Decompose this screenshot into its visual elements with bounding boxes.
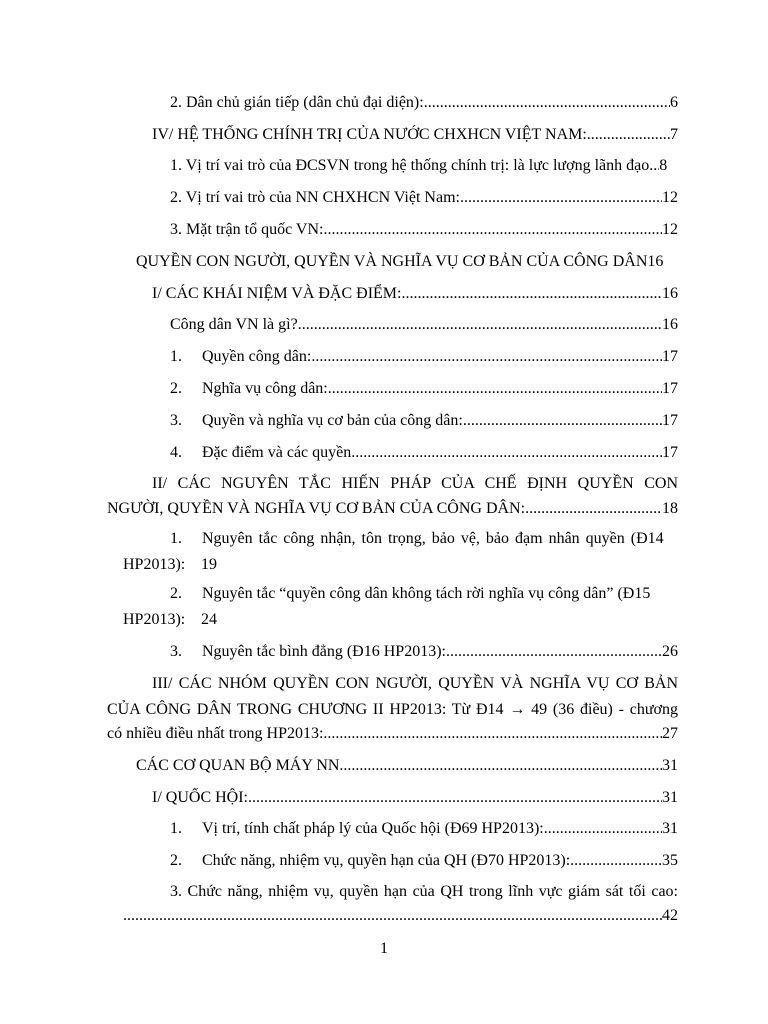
dot-leader [351, 443, 662, 463]
toc-entry[interactable] [170, 315, 678, 337]
toc-entry[interactable] [170, 819, 678, 841]
toc-entry[interactable] [152, 788, 678, 810]
toc-entry[interactable] [136, 756, 678, 778]
dot-leader [424, 93, 670, 113]
dot-leader [587, 125, 670, 145]
toc-page-number: 24 [201, 611, 217, 628]
toc-entry-text: Nguyên tắc “quyền công dân không tách rời nghĩa vụ công dân” (Đ15 [202, 585, 651, 602]
dot-leader [323, 724, 662, 744]
toc-entry-line [107, 696, 678, 724]
toc-entry[interactable] [152, 125, 678, 147]
toc-entry-text: CỦA CÔNG DÂN TRONG CHƯƠNG II HP2013: Từ Đ14 → 49 (36 điều) - chương [107, 701, 678, 718]
dot-leader [339, 756, 662, 776]
toc-entry-text: 3. Mặt trận tổ quốc VN: [170, 221, 324, 238]
dot-leader [248, 788, 662, 808]
toc-entry-text: Đặc điểm và các quyền [202, 444, 352, 461]
toc-entry-text: II/ CÁC NGUYÊN TẮC HIẾN PHÁP CỦA CHẾ ĐỊNH QUYỀN CON [152, 475, 678, 492]
toc-entry-line [107, 724, 678, 746]
toc-page-number: 27 [662, 725, 678, 742]
toc-page-number: 42 [662, 907, 678, 924]
toc-entry[interactable] [170, 443, 678, 465]
toc-entry-line [170, 878, 678, 906]
toc-entry-number: 1. [170, 348, 182, 365]
toc-entry-line [123, 555, 323, 577]
toc-entry[interactable] [170, 93, 678, 115]
toc-entry-text: 3. Chức năng, nhiệm vụ, quyền hạn của QH trong lĩnh vực giám sát tối cao: [170, 883, 678, 900]
toc-entry[interactable] [170, 188, 678, 210]
toc-entry[interactable] [152, 284, 678, 306]
toc-entry-number: 2. [170, 585, 182, 602]
dot-leader [570, 851, 662, 871]
dot-leader [311, 347, 662, 367]
toc-page-number: 35 [662, 852, 678, 869]
toc-entry-text: QUYỀN CON NGƯỜI, QUYỀN VÀ NGHĨA VỤ CƠ BẢN CỦA CÔNG DÂN [136, 253, 648, 270]
toc-entry-text: HP2013): [123, 556, 186, 573]
toc-entry-line [107, 499, 678, 521]
toc-page-number: 7 [670, 126, 678, 143]
toc-entry[interactable] [170, 156, 678, 178]
toc-entry-number: 2. [170, 852, 182, 869]
dot-leader [460, 188, 662, 208]
toc-entry-line [152, 670, 678, 698]
toc-entry-number: 1. [170, 530, 182, 547]
toc-page-number: 18 [662, 500, 678, 517]
toc-entry[interactable] [170, 642, 678, 664]
toc-entry-text: Nguyên tắc công nhận, tôn trọng, bảo vệ, bảo đạm nhân quyền (Đ14 [202, 530, 664, 547]
toc-entry-line [123, 906, 678, 928]
toc-entry-text: Chức năng, nhiệm vụ, quyền hạn của QH (Đ70 HP2013): [202, 852, 571, 869]
toc-entry-number: 2. [170, 380, 182, 397]
toc-entry-number: 4. [170, 444, 182, 461]
dot-leader [328, 379, 662, 399]
toc-page-number: 17 [662, 444, 678, 461]
toc-page-number: 6 [670, 94, 678, 111]
toc-entry-text: I/ QUỐC HỘI: [152, 789, 248, 806]
toc-entry-line [123, 610, 323, 632]
toc-page-number: 8 [659, 157, 668, 174]
toc-page-number: 16 [662, 285, 678, 302]
toc-page-number: 31 [662, 789, 678, 806]
toc-entry[interactable] [170, 220, 678, 242]
toc-entry-number: 3. [170, 643, 182, 660]
toc-entry[interactable] [136, 252, 678, 274]
toc-entry[interactable] [170, 851, 678, 873]
dot-leader [525, 499, 662, 519]
toc-entry-text: Quyền công dân: [202, 348, 312, 365]
toc-entry-text: CÁC CƠ QUAN BỘ MÁY NN [136, 757, 340, 774]
toc-entry[interactable] [170, 347, 678, 369]
toc-page-number: 31 [662, 820, 678, 837]
dot-leader [544, 819, 662, 839]
dot-leader [323, 220, 662, 240]
toc-page-number: 26 [662, 643, 678, 660]
toc-page-number: 17 [662, 348, 678, 365]
toc-page-number: 17 [662, 412, 678, 429]
toc-entry-text: I/ CÁC KHÁI NIỆM VÀ ĐẶC ĐIỂM: [152, 285, 402, 302]
dot-leader [123, 906, 662, 926]
toc-entry-text: HP2013): [123, 611, 186, 628]
toc-entry-text: có nhiều điều nhất trong HP2013: [107, 725, 324, 742]
toc-entry[interactable] [170, 411, 678, 433]
dot-leader [446, 642, 662, 662]
toc-entry-text: 2. Vị trí vai trò của NN CHXHCN Việt Nam: [170, 189, 460, 206]
toc-entry-text: IV/ HỆ THỐNG CHÍNH TRỊ CỦA NƯỚC CHXHCN VIỆT NAM: [152, 126, 587, 143]
toc-page-number: 16 [647, 253, 664, 270]
toc-page-number: 19 [201, 556, 217, 573]
toc-page-number: 12 [662, 189, 678, 206]
toc-page-number: 12 [662, 221, 678, 238]
page-number-footer: 1 [380, 940, 388, 957]
toc-entry-line [170, 529, 678, 551]
toc-entry-text: Vị trí, tính chất pháp lý của Quốc hội (Đ69 HP2013): [202, 820, 544, 837]
toc-page-number: 17 [662, 380, 678, 397]
toc-entry-text: 2. Dân chủ gián tiếp (dân chủ đại diện): [170, 94, 424, 111]
toc-page-number: 31 [662, 757, 678, 774]
toc-entry-line [170, 584, 678, 606]
toc-entry-text: Nguyên tắc bình đẳng (Đ16 HP2013): [202, 643, 446, 660]
toc-page-number: 16 [662, 316, 678, 333]
toc-entry-text: Quyền và nghĩa vụ cơ bản của công dân: [202, 412, 463, 429]
toc-entry[interactable] [170, 379, 678, 401]
dot-leader [298, 315, 662, 335]
toc-entry-text: 1. Vị trí vai trò của ĐCSVN trong hệ thống chính trị: là lực lượng lãnh đạo. [170, 157, 654, 174]
toc-entry-text: Công dân VN là gì? [170, 316, 298, 333]
toc-entry-text: Nghĩa vụ công dân: [202, 380, 328, 397]
toc-entry-text: III/ CÁC NHÓM QUYỀN CON NGƯỜI, QUYỀN VÀ NGHĨA VỤ CƠ BẢN [152, 675, 678, 692]
toc-entry-text: NGƯỜI, QUYỀN VÀ NGHĨA VỤ CƠ BẢN CỦA CÔNG DÂN: [107, 500, 526, 517]
toc-entry-number: 1. [170, 820, 182, 837]
toc-entry-line [152, 470, 678, 498]
toc-entry-number: 3. [170, 412, 182, 429]
dot-leader [401, 284, 662, 304]
dot-leader [463, 411, 662, 431]
